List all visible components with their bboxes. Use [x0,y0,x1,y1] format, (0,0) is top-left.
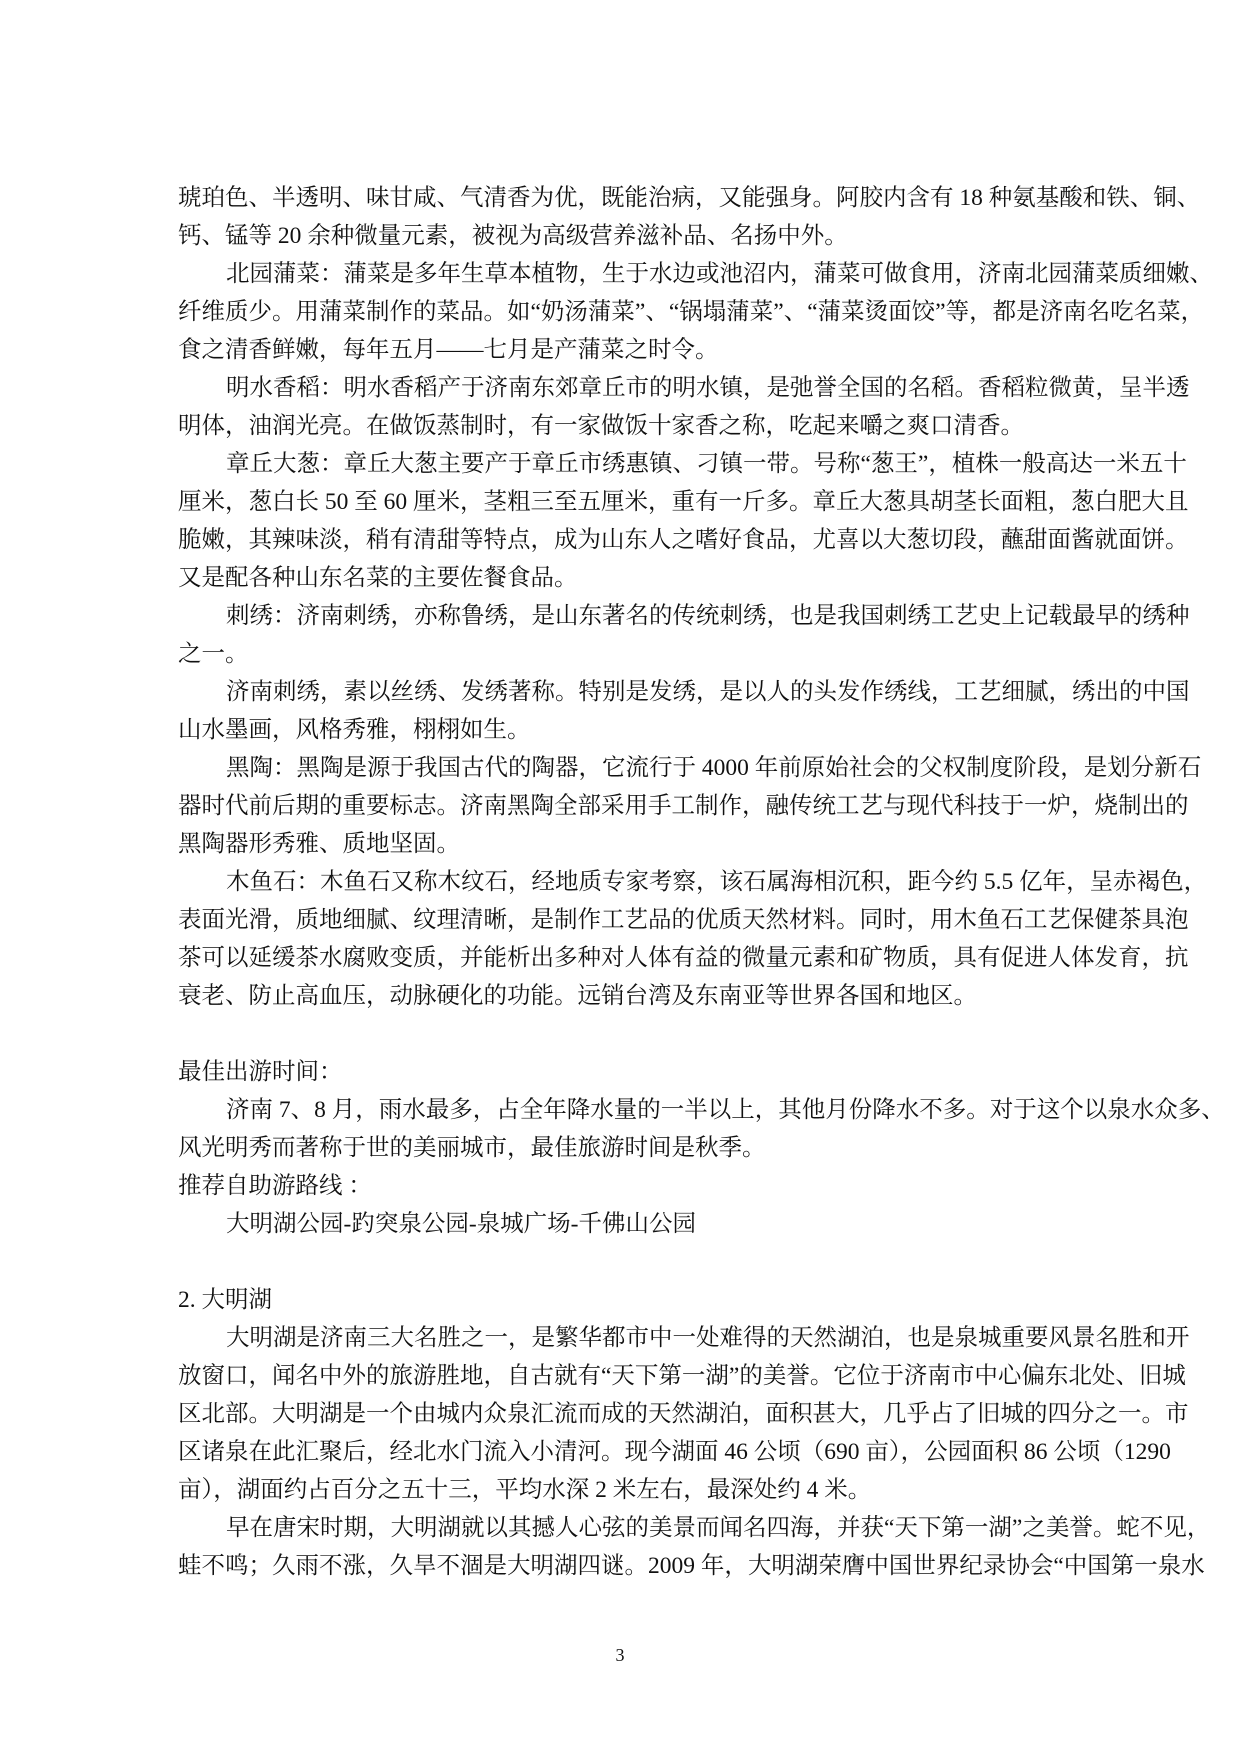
text-line: 黑陶：黑陶是源于我国古代的陶器，它流行于 4000 年前原始社会的父权制度阶段，是划分新石 [226,755,1202,781]
text-line: 黑陶器形秀雅、质地坚固。 [178,831,460,857]
text-line: 风光明秀而著称于世的美丽城市，最佳旅游时间是秋季。 [178,1135,766,1161]
route-text: 大明湖公园-趵突泉公园-泉城广场-千佛山公园 [226,1211,696,1237]
text-line: 亩），湖面约占百分之五十三，平均水深 2 米左右，最深处约 4 米。 [178,1477,872,1503]
text-line: 刺绣：济南刺绣，亦称鲁绣，是山东著名的传统刺绣，也是我国刺绣工艺史上记载最早的绣种 [226,603,1190,629]
text-line: 放窗口，闻名中外的旅游胜地，自古就有“天下第一湖”的美誉。它位于济南市中心偏东北处、旧城 [178,1363,1186,1389]
text-line: 北园蒲菜：蒲菜是多年生草本植物，生于水边或池沼内，蒲菜可做食用，济南北园蒲菜质细嫩、 [226,261,1213,287]
section-heading-best-time: 最佳出游时间： [178,1059,343,1085]
text-line: 厘米，葱白长 50 至 60 厘米，茎粗三至五厘米，重有一斤多。章丘大葱具胡茎长面粗，葱白肥大且 [178,489,1189,515]
text-line: 早在唐宋时期，大明湖就以其撼人心弦的美景而闻名四海，并获“天下第一湖”之美誉。蛇不见， [226,1515,1211,1541]
text-line: 山水墨画，风格秀雅，栩栩如生。 [178,717,531,743]
text-line: 表面光滑，质地细腻、纹理清晰，是制作工艺品的优质天然材料。同时，用木鱼石工艺保健茶具泡 [178,907,1189,933]
blank-line [178,1243,1115,1281]
text-line: 济南 7、8 月，雨水最多，占全年降水量的一半以上，其他月份降水不多。对于这个以泉水众多、 [226,1097,1225,1123]
text-line: 器时代前后期的重要标志。济南黑陶全部采用手工制作，融传统工艺与现代科技于一炉，烧制出的 [178,793,1189,819]
text-line: 章丘大葱：章丘大葱主要产于章丘市绣惠镇、刁镇一带。号称“葱王”，植株一般高达一米五十 [226,451,1187,477]
text-line: 明水香稻：明水香稻产于济南东郊章丘市的明水镇，是弛誉全国的名稻。香稻粒微黄，呈半透 [226,375,1190,401]
text-line: 蛙不鸣；久雨不涨，久旱不涸是大明湖四谜。2009 年，大明湖荣膺中国世界纪录协会“中国第一泉水 [178,1553,1205,1579]
page-number: 3 [615,1645,625,1665]
blank-line [178,1015,1115,1053]
section-heading-route: 推荐自助游路线 ： [178,1173,372,1199]
body-text [178,179,1225,1585]
text-line: 区北部。大明湖是一个由城内众泉汇流而成的天然湖泊，面积甚大，几乎占了旧城的四分之一。市 [178,1401,1189,1427]
text-line: 木鱼石：木鱼石又称木纹石，经地质专家考察，该石属海相沉积，距今约 5.5 亿年，呈赤褐色， [226,869,1208,895]
text-line: 纤维质少。用蒲菜制作的菜品。如“奶汤蒲菜”、“锅塌蒲菜”、“蒲菜烫面饺”等，都是济南名吃名菜， [178,299,1205,325]
text-line: 济南刺绣，素以丝绣、发绣著称。特别是发绣，是以人的头发作绣线，工艺细腻，绣出的中国 [226,679,1190,705]
text-line: 明体，油润光亮。在做饭蒸制时，有一家做饭十家香之称，吃起来嚼之爽口清香。 [178,413,1024,439]
text-line: 钙、锰等 20 余种微量元素，被视为高级营养滋补品、名扬中外。 [178,223,848,249]
text-line: 衰老、防止高血压，动脉硬化的功能。远销台湾及东南亚等世界各国和地区。 [178,983,977,1009]
text-line: 食之清香鲜嫩，每年五月——七月是产蒲菜之时令。 [178,337,719,363]
text-line: 琥珀色、半透明、味甘咸、气清香为优，既能治病，又能强身。阿胶内含有 18 种氨基酸和铁、铜、 [178,185,1201,211]
text-line: 大明湖是济南三大名胜之一，是繁华都市中一处难得的天然湖泊，也是泉城重要风景名胜和开 [226,1325,1190,1351]
text-line: 区诸泉在此汇聚后，经北水门流入小清河。现今湖面 46 公顷（690 亩），公园面积 86 公顷（1290 [178,1439,1171,1465]
text-line: 之一。 [178,641,249,667]
text-line: 又是配各种山东名菜的主要佐餐食品。 [178,565,578,591]
section-heading-daming-lake: 2. 大明湖 [178,1287,272,1313]
text-line: 茶可以延缓茶水腐败变质，并能析出多种对人体有益的微量元素和矿物质，具有促进人体发育，抗 [178,945,1189,971]
text-line: 脆嫩，其辣味淡，稍有清甜等特点，成为山东人之嗜好食品，尤喜以大葱切段，蘸甜面酱就面饼。 [178,527,1189,553]
